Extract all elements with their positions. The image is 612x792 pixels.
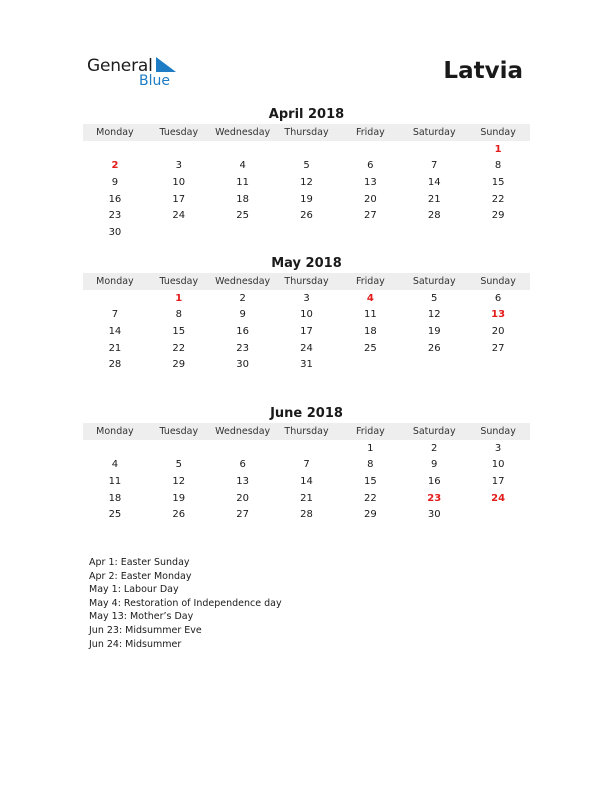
day-cell: 20 [364, 193, 377, 205]
holiday-note: Jun 23: Midsummer Eve [89, 624, 202, 636]
day-cell: 31 [300, 359, 313, 371]
day-cell: 3 [494, 442, 502, 454]
day-cell: 15 [491, 176, 505, 188]
week-row [83, 307, 530, 324]
weekday-label: Sunday [480, 127, 516, 138]
day-cell: 9 [431, 459, 438, 471]
holiday-note: May 4: Restoration of Independence day [89, 597, 282, 609]
day-cell: 7 [111, 309, 119, 321]
weekday-label: Monday [96, 426, 134, 437]
weekday-header [83, 124, 530, 141]
month-april [83, 106, 530, 241]
weekday-label: Wednesday [215, 276, 271, 287]
day-cell: 19 [427, 325, 441, 337]
week-row [83, 191, 530, 208]
day-cell: 10 [172, 176, 186, 188]
day-cell: 13 [491, 309, 506, 321]
day-cell: 3 [303, 292, 310, 304]
logo-triangle-icon [156, 57, 176, 72]
weekday-label: Tuesday [159, 426, 199, 437]
week-row [83, 340, 530, 357]
day-cell: 23 [108, 210, 122, 222]
weekday-label: Tuesday [159, 276, 199, 287]
week-row [83, 323, 530, 340]
day-cell: 14 [300, 475, 313, 487]
week-row [83, 440, 530, 457]
day-cell: 11 [236, 176, 250, 188]
week-row [83, 506, 530, 523]
day-cell: 11 [364, 309, 377, 321]
week-row [83, 207, 530, 224]
generalblue-logo [87, 56, 197, 92]
day-cell: 24 [491, 492, 506, 504]
day-cell: 2 [111, 160, 119, 172]
month-title: May 2018 [271, 256, 342, 271]
day-cell: 8 [367, 459, 374, 471]
weekday-header [83, 423, 530, 440]
day-cell: 5 [303, 160, 310, 172]
week-row [83, 473, 530, 490]
weekday-label: Thursday [284, 127, 329, 138]
holiday-note: Jun 24: Midsummer [89, 638, 182, 650]
weekday-label: Saturday [412, 127, 456, 138]
day-cell: 25 [108, 509, 122, 521]
day-cell: 18 [236, 193, 250, 205]
day-cell: 28 [300, 509, 313, 521]
weekday-label: Saturday [412, 426, 456, 437]
country-title: Latvia [443, 58, 523, 84]
day-cell: 4 [111, 459, 119, 471]
day-cell: 15 [172, 325, 186, 337]
day-cell: 30 [236, 359, 250, 371]
week-row [83, 356, 530, 373]
day-cell: 20 [491, 325, 505, 337]
day-cell: 11 [108, 475, 122, 487]
day-cell: 24 [300, 342, 313, 354]
day-cell: 7 [431, 160, 438, 172]
weekday-label: Thursday [284, 276, 329, 287]
day-cell: 25 [236, 210, 250, 222]
day-cell: 29 [172, 359, 186, 371]
holiday-notes [89, 556, 282, 651]
day-cell: 17 [300, 325, 313, 337]
day-cell: 15 [364, 475, 377, 487]
day-cell: 28 [427, 210, 441, 222]
logo-text-blue: Blue [139, 73, 170, 89]
day-cell: 18 [108, 492, 122, 504]
day-cell: 21 [427, 193, 441, 205]
day-cell: 29 [364, 509, 377, 521]
day-cell: 3 [175, 160, 182, 172]
day-cell: 22 [491, 193, 505, 205]
day-cell: 18 [364, 325, 377, 337]
weekday-label: Friday [355, 426, 385, 437]
day-cell: 20 [236, 492, 250, 504]
month-title: April 2018 [268, 107, 345, 122]
day-cell: 30 [108, 226, 122, 238]
day-cell: 30 [427, 509, 441, 521]
day-cell: 13 [236, 475, 250, 487]
month-may [83, 255, 530, 373]
day-cell: 5 [431, 292, 438, 304]
month-grid [83, 141, 530, 241]
day-cell: 23 [427, 492, 442, 504]
day-cell: 1 [175, 292, 183, 304]
day-cell: 27 [491, 342, 505, 354]
day-cell: 28 [108, 359, 122, 371]
day-cell: 29 [491, 210, 505, 222]
day-cell: 21 [300, 492, 313, 504]
day-cell: 8 [175, 309, 182, 321]
week-row [83, 290, 530, 307]
day-cell: 27 [236, 509, 250, 521]
day-cell: 25 [364, 342, 377, 354]
day-cell: 12 [427, 309, 441, 321]
weekday-label: Saturday [412, 276, 456, 287]
day-cell: 17 [172, 193, 186, 205]
month-grid [83, 440, 530, 523]
weekday-label: Monday [96, 276, 134, 287]
week-row [83, 457, 530, 474]
day-cell: 1 [367, 442, 374, 454]
day-cell: 26 [300, 210, 313, 222]
week-row [83, 490, 530, 507]
weekday-label: Sunday [480, 276, 516, 287]
week-row [83, 158, 530, 175]
day-cell: 26 [172, 509, 186, 521]
day-cell: 9 [239, 309, 246, 321]
day-cell: 23 [236, 342, 250, 354]
day-cell: 13 [364, 176, 377, 188]
logo-text-general: General [87, 56, 153, 76]
day-cell: 2 [431, 442, 438, 454]
holiday-note: May 1: Labour Day [89, 584, 179, 596]
holiday-note: May 13: Mother’s Day [89, 611, 194, 623]
day-cell: 22 [364, 492, 377, 504]
day-cell: 22 [172, 342, 186, 354]
day-cell: 10 [491, 459, 505, 471]
day-cell: 1 [494, 143, 502, 155]
week-row [83, 224, 530, 241]
day-cell: 19 [300, 193, 313, 205]
month-grid [83, 290, 530, 373]
day-cell: 2 [239, 292, 246, 304]
week-row [83, 174, 530, 191]
day-cell: 9 [111, 176, 119, 188]
day-cell: 16 [427, 475, 441, 487]
day-cell: 16 [108, 193, 122, 205]
day-cell: 5 [175, 459, 182, 471]
week-row [83, 141, 530, 158]
month-title: June 2018 [270, 406, 343, 421]
weekday-label: Monday [96, 127, 134, 138]
day-cell: 14 [427, 176, 441, 188]
weekday-label: Thursday [284, 426, 329, 437]
day-cell: 16 [236, 325, 250, 337]
day-cell: 8 [494, 160, 502, 172]
day-cell: 27 [364, 210, 377, 222]
day-cell: 4 [239, 160, 246, 172]
day-cell: 4 [366, 292, 374, 304]
holiday-note: Apr 1: Easter Sunday [89, 557, 190, 568]
day-cell: 6 [367, 160, 374, 172]
day-cell: 10 [300, 309, 313, 321]
day-cell: 6 [239, 459, 246, 471]
holiday-note: Apr 2: Easter Monday [89, 570, 192, 582]
weekday-label: Friday [355, 276, 385, 287]
day-cell: 7 [303, 459, 310, 471]
day-cell: 6 [494, 292, 502, 304]
day-cell: 17 [491, 475, 505, 487]
weekday-label: Tuesday [159, 127, 199, 138]
day-cell: 14 [108, 325, 122, 337]
weekday-label: Wednesday [215, 426, 271, 437]
weekday-label: Friday [355, 127, 385, 138]
weekday-label: Sunday [480, 426, 516, 437]
month-june [83, 405, 530, 523]
day-cell: 19 [172, 492, 186, 504]
day-cell: 12 [300, 176, 313, 188]
day-cell: 24 [172, 210, 186, 222]
weekday-header [83, 273, 530, 290]
day-cell: 26 [427, 342, 441, 354]
weekday-label: Wednesday [215, 127, 271, 138]
day-cell: 21 [108, 342, 122, 354]
day-cell: 12 [172, 475, 186, 487]
